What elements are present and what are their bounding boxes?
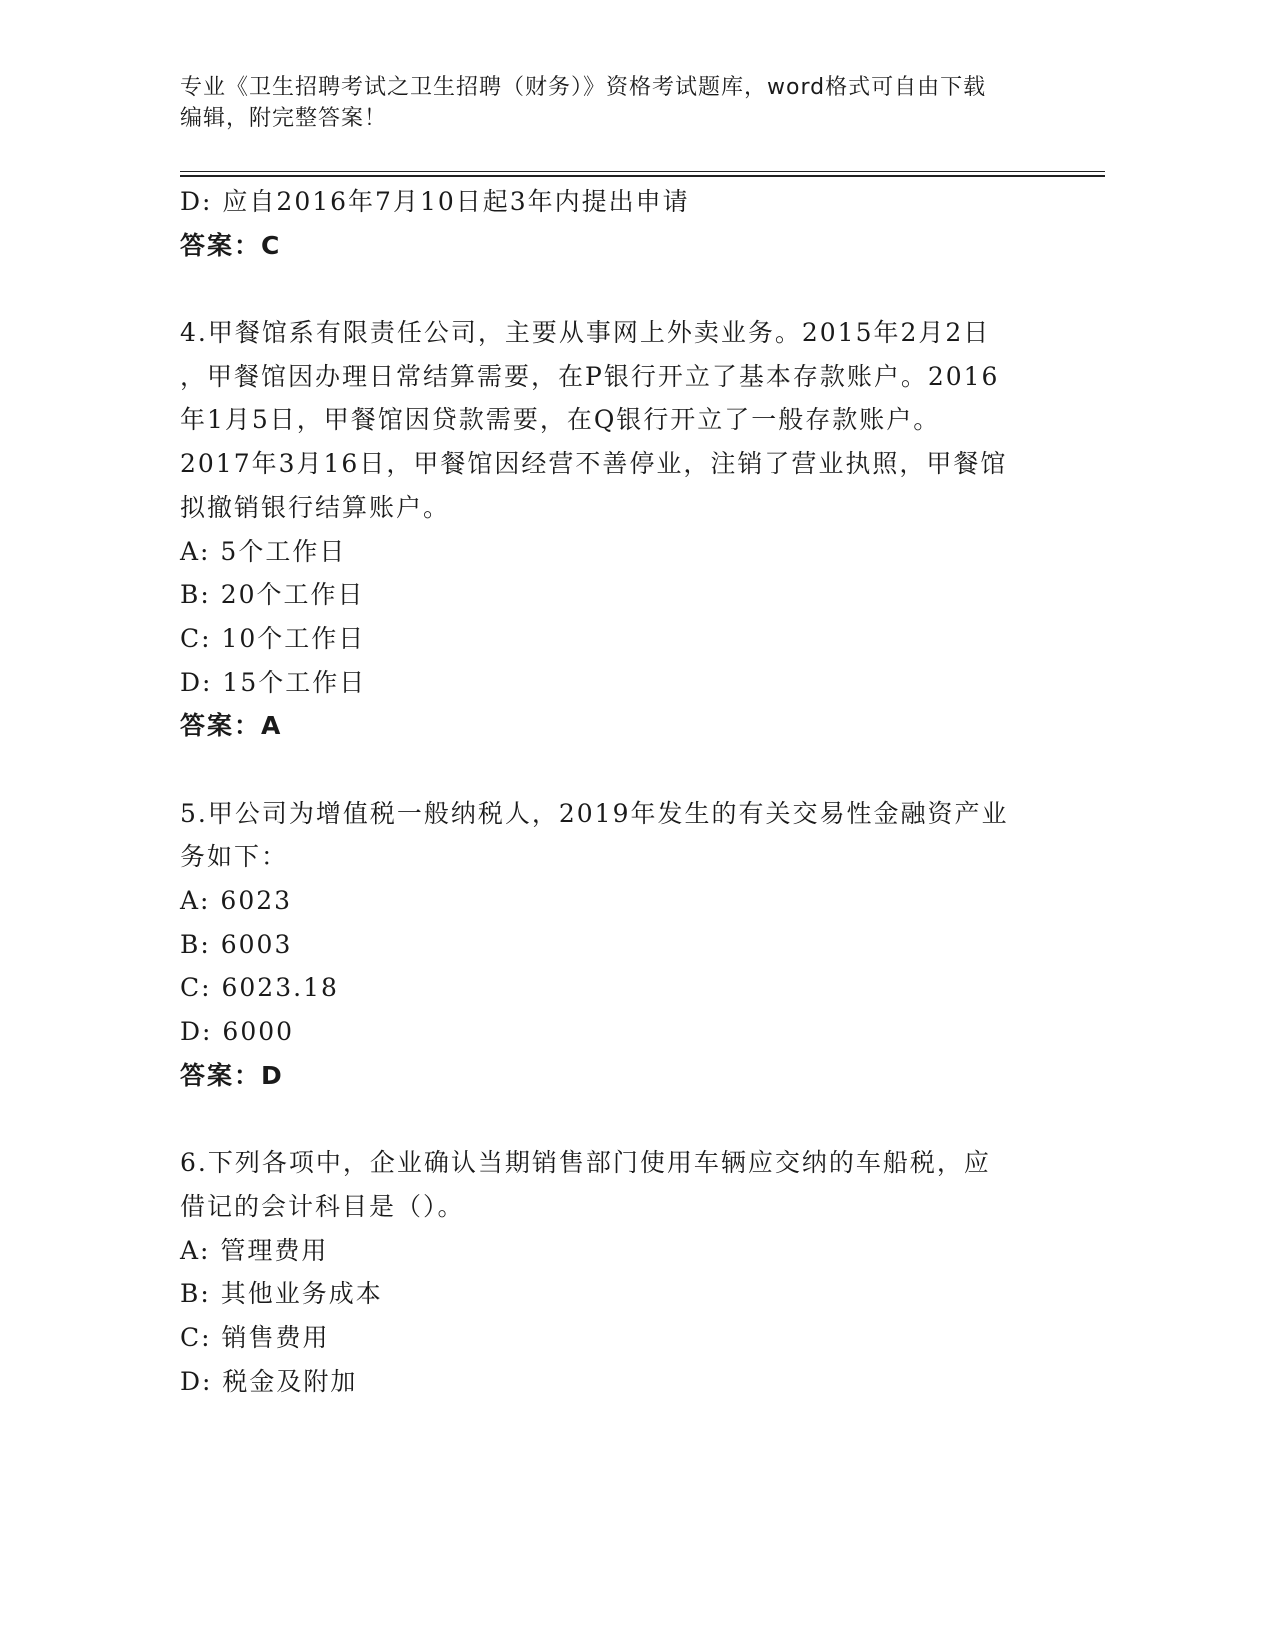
question-text-line: 5.甲公司为增值税一般纳税人，2019年发生的有关交易性金融资产业 — [180, 798, 1009, 828]
answer-label: 答案：D — [180, 1060, 284, 1090]
question-text-line: 务如下： — [180, 842, 289, 872]
option-b: B: 20个工作日 — [180, 580, 365, 610]
question-text-line: 年1月5日，甲餐馆因贷款需要，在Q银行开立了一般存款账户。 — [180, 405, 941, 435]
header-divider-thin — [180, 171, 1105, 172]
spacer — [180, 267, 1060, 311]
answer-label: 答案：A — [180, 711, 283, 741]
question-text-line: 借记的会计科目是（）。 — [180, 1191, 465, 1221]
document-body — [180, 180, 1060, 1403]
option-b: B: 其他业务成本 — [180, 1279, 383, 1309]
question-6 — [180, 1141, 1060, 1403]
header-divider-thick — [180, 175, 1105, 177]
question-text-line: 2017年3月16日，甲餐馆因经营不善停业，注销了营业执照，甲餐馆 — [180, 449, 1008, 479]
option-c: C: 销售费用 — [180, 1322, 330, 1352]
question-5 — [180, 792, 1060, 1098]
option-a: A: 5个工作日 — [180, 536, 347, 566]
question-text-line: 6.下列各项中，企业确认当期销售部门使用车辆应交纳的车船税，应 — [180, 1148, 991, 1178]
option-c: C: 6023.18 — [180, 973, 339, 1003]
option-b: B: 6003 — [180, 929, 293, 959]
option-c: C: 10个工作日 — [180, 623, 366, 653]
option-a: A: 6023 — [180, 886, 293, 915]
option-d: D: 应自2016年7月10日起3年内提出申请 — [180, 187, 690, 216]
header-line-2: 编辑，附完整答案！ — [180, 106, 388, 131]
option-a: A: 管理费用 — [180, 1235, 329, 1265]
option-d: D: 6000 — [180, 1017, 295, 1047]
document-header — [180, 72, 1080, 134]
question-text-line: 拟撤销银行结算账户。 — [180, 492, 451, 522]
question-text-line: ，甲餐馆因办理日常结算需要，在P银行开立了基本存款账户。2016 — [180, 361, 1000, 391]
spacer — [180, 1097, 1060, 1141]
prev-question-tail — [180, 180, 1060, 267]
answer-label: 答案：C — [180, 230, 282, 260]
spacer — [180, 748, 1060, 792]
question-4 — [180, 311, 1060, 748]
option-d: D: 税金及附加 — [180, 1366, 358, 1396]
option-d: D: 15个工作日 — [180, 667, 367, 697]
question-text-line: 4.甲餐馆系有限责任公司，主要从事网上外卖业务。2015年2月2日 — [180, 318, 991, 348]
header-line-1: 专业《卫生招聘考试之卫生招聘（财务）》资格考试题库，word格式可自由下载 — [180, 75, 987, 100]
